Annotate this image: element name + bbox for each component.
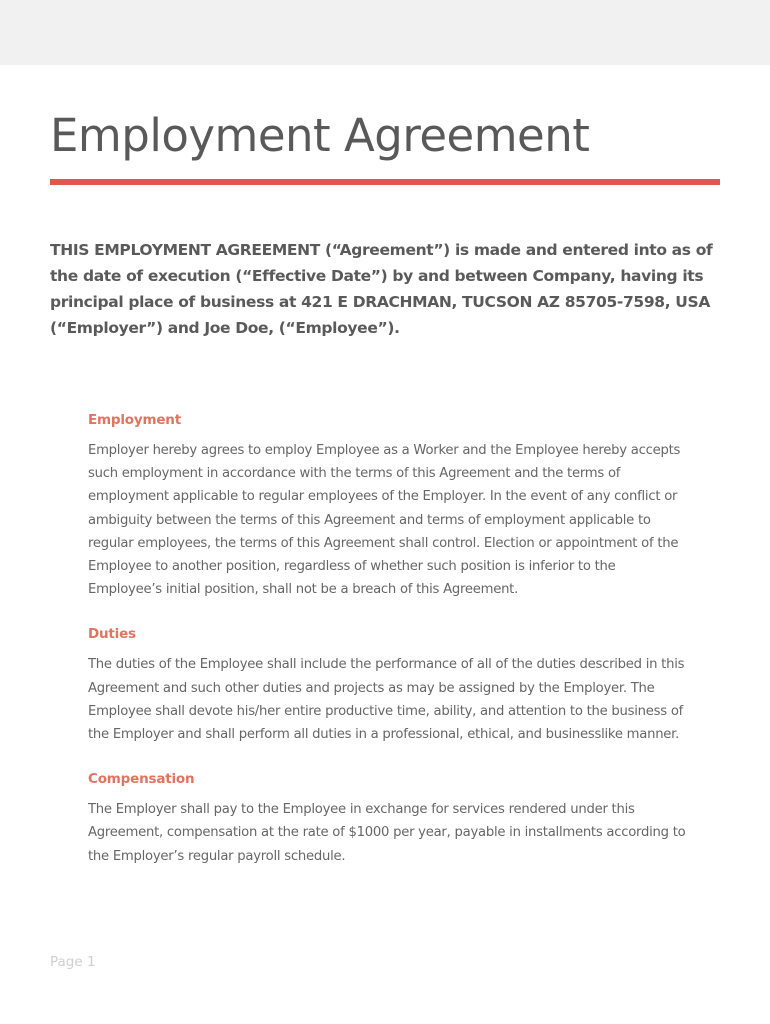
page-number: Page 1	[50, 954, 96, 970]
section-duties	[88, 625, 688, 746]
section-body-employment: Employer hereby agrees to employ Employee as a Worker and the Employee hereby accepts such employment in accordance with the terms of this Agreement and the terms of employment applicable to regular employees of the Employer. In the event of any conflict or ambiguity between the terms of this Agreement and terms of employment applicable to regular employees, the terms of this Agreement shall control. Election or appointment of the Employee to another position, regardless of whether such position is inferior to the Employee’s initial position, shall not be a breach of this Agreement.	[88, 443, 681, 598]
section-body-duties: The duties of the Employee shall include the performance of all of the duties described in this Agreement and such other duties and projects as may be assigned by the Employer. The Employee shall devote his/her entire productive time, ability, and attention to the business of the Employer and shall perform all duties in a professional, ethical, and businesslike manner.	[88, 657, 685, 743]
document-title: Employment Agreement	[50, 109, 590, 162]
section-heading-employment: Employment	[88, 412, 181, 428]
viewer-top-band	[0, 0, 770, 65]
intro-paragraph: THIS EMPLOYMENT AGREEMENT (“Agreement”) is made and entered into as of the date of execution (“Effective Date”) by and between Company, having its principal place of business at 421 E DRACHMAN, TUCSON AZ 85705-7598, USA (“Employer”) and Joe Doe, (“Employee”).	[50, 241, 713, 337]
section-compensation	[88, 770, 688, 868]
title-underline-rule	[50, 179, 720, 185]
section-heading-compensation: Compensation	[88, 771, 195, 788]
sections-container	[88, 411, 688, 868]
section-employment	[88, 411, 688, 601]
section-body-compensation: The Employer shall pay to the Employee in exchange for services rendered under this Agreement, compensation at the rate of $1000 per year, payable in installments according to the Employer’s regular payroll schedule.	[88, 802, 686, 864]
document-page	[0, 65, 770, 1024]
section-heading-duties: Duties	[88, 626, 136, 643]
